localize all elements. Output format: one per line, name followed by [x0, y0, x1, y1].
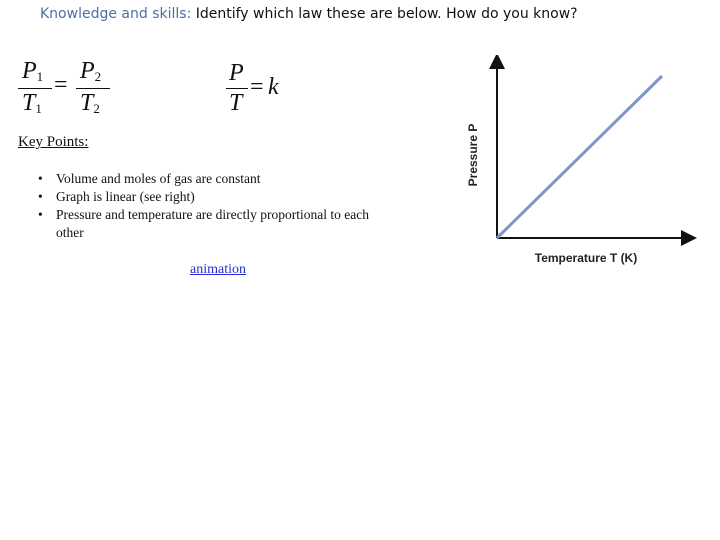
- list-item: • Pressure and temperature are directly proportional to each other: [38, 207, 369, 240]
- fraction-bar: [226, 88, 248, 89]
- pressure-temperature-chart: [455, 55, 700, 270]
- denominator-right: $T_2$: [80, 90, 100, 116]
- y-axis-label: Pressure P: [466, 123, 480, 187]
- constant-k: k: [268, 74, 279, 100]
- header-accent: Knowledge and skills:: [40, 6, 192, 22]
- bullet-icon: •: [38, 207, 43, 222]
- denominator-left: $T_1$: [22, 90, 42, 116]
- header-question: Identify which law these are below. How do you know?: [195, 6, 578, 22]
- numerator: P: [229, 60, 244, 86]
- list-item: • Graph is linear (see right): [38, 189, 195, 204]
- page-header: [40, 6, 578, 22]
- animation-link[interactable]: animation: [190, 262, 246, 277]
- equals-sign: =: [54, 72, 68, 98]
- fraction-bar-right: [76, 88, 110, 89]
- fraction-bar-left: [18, 88, 52, 89]
- series-line: [497, 76, 662, 238]
- fraction-left: [18, 58, 52, 122]
- equals-sign: =: [250, 74, 264, 100]
- numerator-left: $P_1$: [22, 58, 44, 84]
- numerator-right: $P_2$: [80, 58, 102, 84]
- equation-p1-t1-equals-p2-t2: [18, 58, 118, 122]
- key-points-list: [38, 170, 398, 242]
- key-points-title: Key Points:: [18, 134, 89, 150]
- bullet-icon: •: [38, 189, 43, 204]
- list-item: • Volume and moles of gas are constant: [38, 171, 261, 186]
- x-axis-label: Temperature T (K): [534, 251, 638, 265]
- denominator: T: [229, 90, 243, 116]
- equation-p-over-t-equals-k: [226, 60, 296, 120]
- fraction-right: [76, 58, 110, 122]
- bullet-icon: •: [38, 171, 43, 186]
